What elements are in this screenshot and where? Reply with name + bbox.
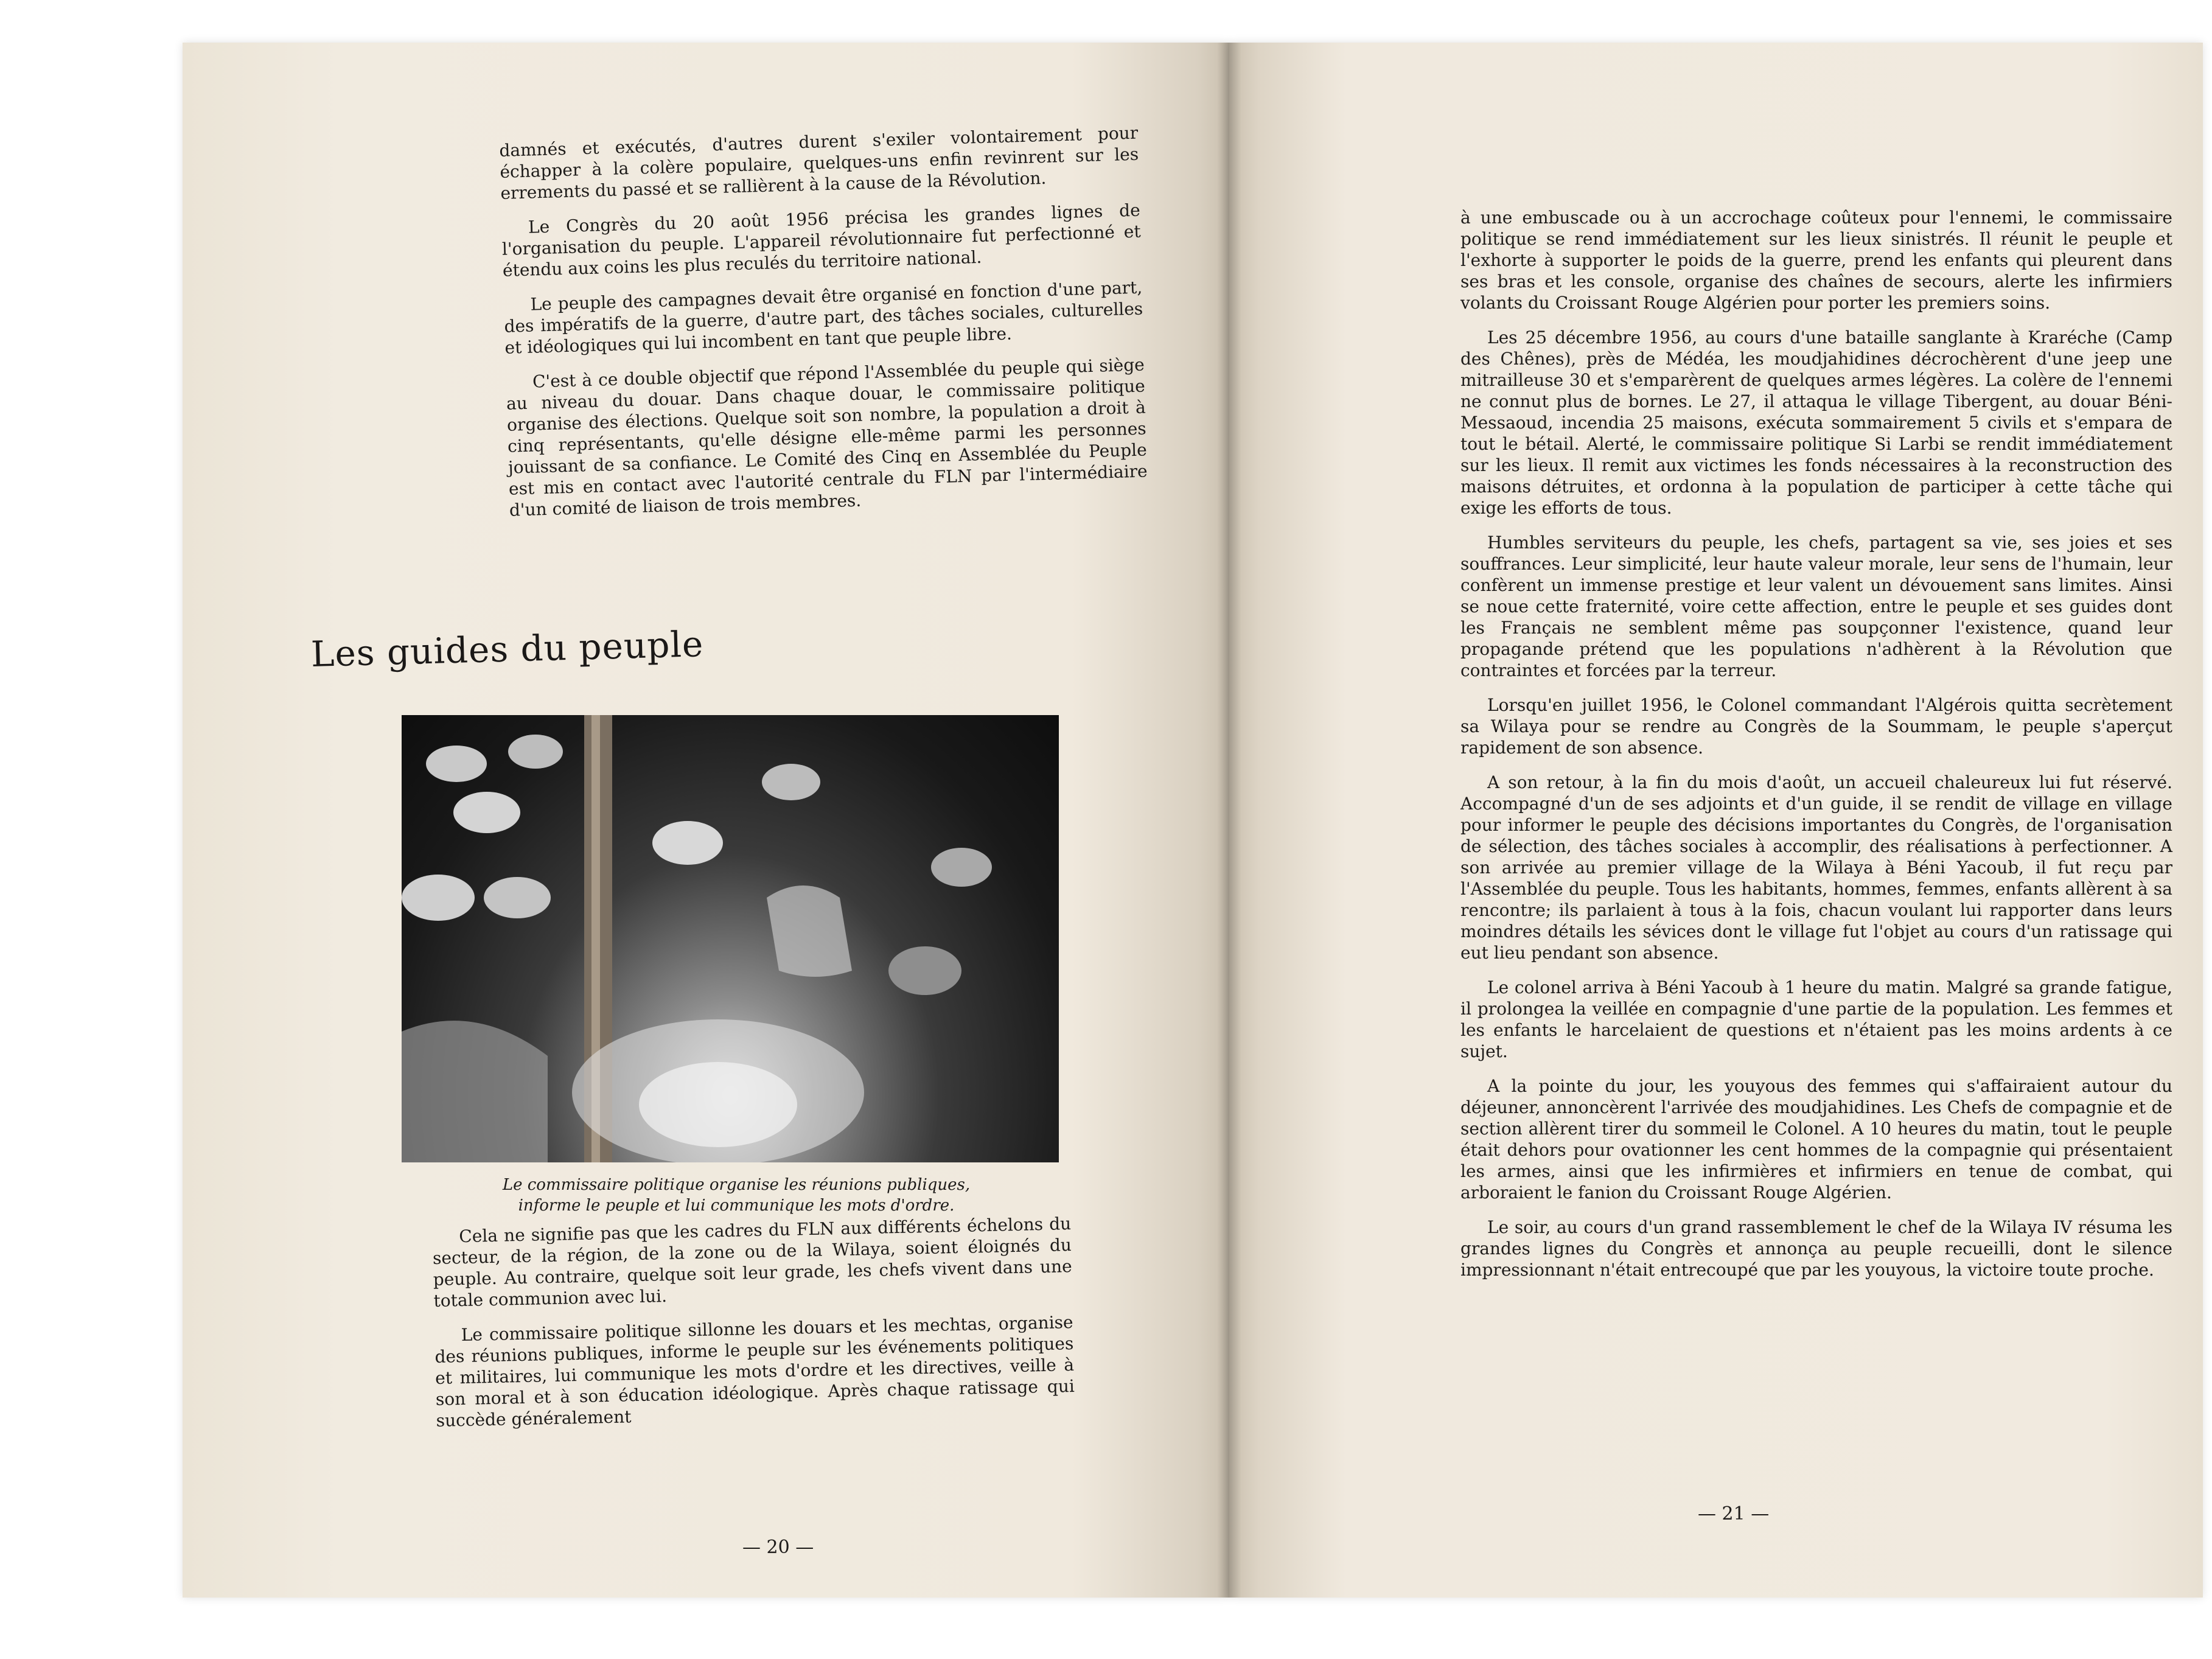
paragraph: Le soir, au cours d'un grand rassemblement le chef de la Wilaya IV résuma les grandes lignes du Congrès et annonça au peuple recueilli, dont le silence impressionnant n'était entrecoupé que par les youyous, la victoire toute proche. (1460, 1217, 2172, 1280)
book-spine (1217, 43, 1241, 1598)
open-booklet (116, 43, 2172, 1598)
section-heading: Les guides du peuple (310, 623, 705, 675)
paragraph: Le Congrès du 20 août 1956 précisa les grandes lignes de l'organisation du peuple. L'appareil révolutionnaire fut perfectionné et étendu aux coins les plus reculés du territoire national. (501, 200, 1142, 281)
photo-gathering (402, 715, 1059, 1162)
photo-caption (444, 1175, 1028, 1216)
caption-line: Le commissaire politique organise les réunions publiques, (502, 1176, 971, 1194)
left-page-top-text (499, 122, 1149, 534)
paragraph: Lorsqu'en juillet 1956, le Colonel commandant l'Algérois quitta secrètement sa Wilaya pour se rendre au Congrès de la Soummam, le peuple s'aperçut rapidement de son absence. (1460, 695, 2172, 758)
page-number-left: — 20 — (742, 1537, 814, 1558)
paragraph: Le colonel arriva à Béni Yacoub à 1 heure du matin. Malgré sa grande fatigue, il prolongea la veillée en compagnie d'une partie de la population. Les femmes et les enfants le harcelaient de questions et n'étaient pas les moins ardents à ce sujet. (1460, 977, 2172, 1061)
paragraph: C'est à ce double objectif que répond l'Assemblée du peuple qui siège au niveau du douar. Dans chaque douar, le commissaire politique organise des élections. Quelque soit son nombre, la population a droit à cinq représentants, qu'elle désigne elle-même parmi les personnes jouissant de sa confiance. Le Comité des Cinq en Assemblée du Peuple est mis en contact avec l'autorité centrale du FLN par l'intermédiaire d'un comité de liaison de trois membres. (506, 354, 1148, 520)
left-page-bottom-text (432, 1213, 1075, 1445)
photo-illustration (402, 715, 1059, 1162)
paragraph: à une embuscade ou à un accrochage coûteux pour l'ennemi, le commissaire politique se rend immédiatement sur les lieux sinistrés. Il réunit le peuple et l'exhorte à supporter le poids de la guerre, prend les enfants qui pleurent dans ses bras et les console, organise des chaînes de secours, alerte les infirmiers volants du Croissant Rouge Algérien pour porter les premiers soins. (1460, 208, 2172, 313)
paragraph: Humbles serviteurs du peuple, les chefs, partagent sa vie, ses joies et ses souffrances. Leur simplicité, leur haute valeur morale, leur sens de l'humain, leur confèrent un immense prestige et leur valent un dévouement sans limites. Ainsi se noue cette fraternité, voire cette affection, entre le peuple et ses guides dont les Français ne semblent même pas soupçonner l'existence, quand leur propagande prétend que les populations n'adhèrent à la Révolution que contraintes et forcées par la terreur. (1460, 533, 2172, 680)
page-number-right: — 21 — (1698, 1503, 1770, 1525)
caption-line: informe le peuple et lui communique les mots d'ordre. (518, 1196, 955, 1215)
paragraph: A la pointe du jour, les youyous des femmes qui s'affairaient autour du déjeuner, annoncèrent l'arrivée des moudjahidines. Les Chefs de compagnie et de section allèrent tirer du sommeil le Colonel. A 10 heures du matin, tout le peuple était dehors pour ovationner les cent hommes de la compagnie qui présentaient les armes, ainsi que les infirmières et infirmiers en tenue de combat, qui arboraient le fanion du Croissant Rouge Algérien. (1460, 1076, 2172, 1203)
paragraph: Les 25 décembre 1956, au cours d'une bataille sanglante à Kraréche (Camp des Chênes), près de Médéa, les moudjahidines décrochèrent d'une jeep une mitrailleuse 30 et s'emparèrent de quelques armes légères. La colère de l'ennemi ne connut plus de bornes. Le 27, il attaqua le village Tibergent, au douar Béni-Messaoud, incendia 25 maisons, exécuta sommairement 5 civils et s'empara de tout le bétail. Alerté, le commissaire politique Si Larbi se rendit immédiatement sur les lieux. Il remit aux victimes les fonds nécessaires à la reconstruction des maisons détruites, et ordonna à la population de participer à cette tâche qui exige les efforts de tous. (1460, 327, 2172, 518)
right-page-text (1460, 207, 2172, 1294)
paragraph: Le peuple des campagnes devait être organisé en fonction d'une part, des impératifs de la guerre, d'autre part, des tâches sociales, culturelles et idéologiques qui lui incombent en tant que peuple libre. (504, 277, 1143, 358)
paragraph: A son retour, à la fin du mois d'août, un accueil chaleureux lui fut réservé. Accompagné d'un de ses adjoints et d'un guide, il se rendit de village en village pour informer le peuple des décisions importantes du Congrès, de l'organisation de sélection, des tâches sociales à accomplir, des réalisations à perfectionner. A son arrivée au premier village de la Wilaya à Béni Yacoub, il fut reçu par l'Assemblée du peuple. Tous les habitants, hommes, femmes, enfants allèrent à sa rencontre; ils parlaient à tous à la fois, chacun voulant lui rapporter dans leurs moindres détails les sévices dont le village fut l'objet au cours d'un ratissage qui eut lieu pendant son absence. (1460, 772, 2172, 963)
paragraph: Le commissaire politique sillonne les douars et les mechtas, organise des réunions publiques, informe le peuple sur les événements politiques et militaires, lui communique les mots d'ordre et les directives, veille à son moral et à son éducation idéologique. Après chaque ratissage qui succède généralement (434, 1311, 1075, 1431)
paragraph: damnés et exécutés, d'autres durent s'exiler volontairement pour échapper à la colère populaire, quelques-uns enfin revinrent sur les errements du passé et se rallièrent à la cause de la Révolution. (499, 122, 1139, 203)
paragraph: Cela ne signifie pas que les cadres du FLN aux différents échelons du secteur, de la région, de la zone ou de la Wilaya, soient éloignés du peuple. Au contraire, quelque soit leur grade, les chefs vivent dans une totale communion avec lui. (432, 1214, 1072, 1311)
